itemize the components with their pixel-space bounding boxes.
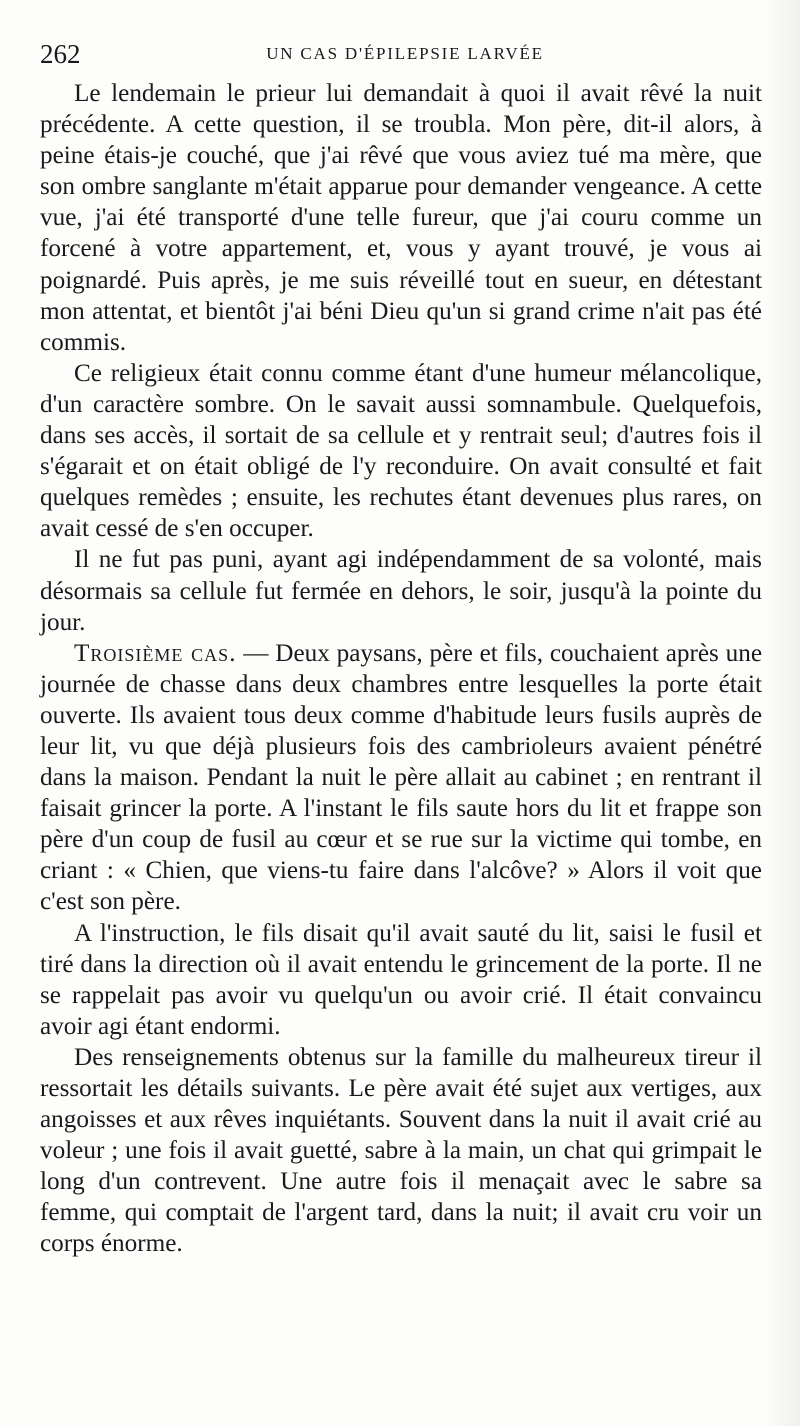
paragraph-third-case	[40, 638, 762, 918]
paragraph-prior-dream	[40, 78, 762, 358]
page-edge-shadow	[766, 0, 800, 1426]
page-header	[40, 34, 770, 74]
paragraph-monk-description	[40, 358, 762, 545]
paragraph-family-details	[40, 1042, 762, 1260]
paragraph-text: Ce religieux était connu comme étant d'une humeur mélancolique, d'un caractère sombre. On le savait aussi somnambule. Quelquefois, dans ses accès, il sortait de sa cellule et y rentrait seul; d'autres fois il s'égarait et on était obligé de l'y reconduire. On avait consulté et fait quelques remèdes ; ensuite, les rechutes étant devenues plus rares, on avait cessé de s'en occuper.	[40, 359, 762, 543]
paragraph-instruction	[40, 918, 762, 1042]
paragraph-not-punished	[40, 544, 762, 637]
section-lead: Troisième cas.	[74, 639, 237, 667]
paragraph-text: Le lendemain le prieur lui demandait à quoi il avait rêvé la nuit précédente. A cette question, il se troubla. Mon père, dit-il alors, à peine étais-je couché, que j'ai rêvé que vous aviez tué ma mère, que son ombre sanglante m'était apparue pour demander vengeance. A cette vue, j'ai été transporté d'une telle fureur, que j'ai couru comme un forcené à votre appartement, et, vous y ayant trouvé, je vous ai poignardé. Puis après, je me suis réveillé tout en sueur, en détestant mon attentat, et bientôt j'ai béni Dieu qu'un si grand crime n'ait pas été commis.	[40, 80, 762, 356]
body-text	[40, 78, 762, 1260]
page-number: 262	[40, 39, 81, 69]
running-title: UN CAS D'ÉPILEPSIE LARVÉE	[266, 44, 544, 63]
paragraph-text: — Deux paysans, père et fils, couchaient après une journée de chasse dans deux chambres entre lesquelles la porte était ouverte. Ils avaient tous deux comme d'habitude leurs fusils auprès de leur lit, vu que déjà plusieurs fois des cambrioleurs avaient pénétré dans la maison. Pendant la nuit le père allait au cabinet ; en rentrant il faisait grincer la porte. A l'instant le fils saute hors du lit et frappe son père d'un coup de fusil au cœur et se rue sur la victime qui tombe, en criant : « Chien, que viens-tu faire dans l'alcôve? » Alors il voit que c'est son père.	[40, 639, 762, 916]
paragraph-text: Des renseignements obtenus sur la famille du malheureux tireur il ressortait les détails suivants. Le père avait été sujet aux vertiges, aux angoisses et aux rêves inquiétants. Souvent dans la nuit il avait crié au voleur ; une fois il avait guetté, sabre à la main, un chat qui grimpait le long d'un contrevent. Une autre fois il menaçait avec le sabre sa femme, qui comptait de l'argent tard, dans la nuit; il avait cru voir un corps énorme.	[40, 1043, 762, 1258]
paragraph-text: Il ne fut pas puni, ayant agi indépendamment de sa volonté, mais désormais sa cellule fut fermée en dehors, le soir, jusqu'à la pointe du jour.	[40, 546, 762, 636]
paragraph-text: A l'instruction, le fils disait qu'il avait sauté du lit, saisi le fusil et tiré dans la direction où il avait entendu le grincement de la porte. Il ne se rappelait pas avoir vu quelqu'un ou avoir crié. Il était convaincu avoir agi étant endormi.	[40, 919, 762, 1040]
